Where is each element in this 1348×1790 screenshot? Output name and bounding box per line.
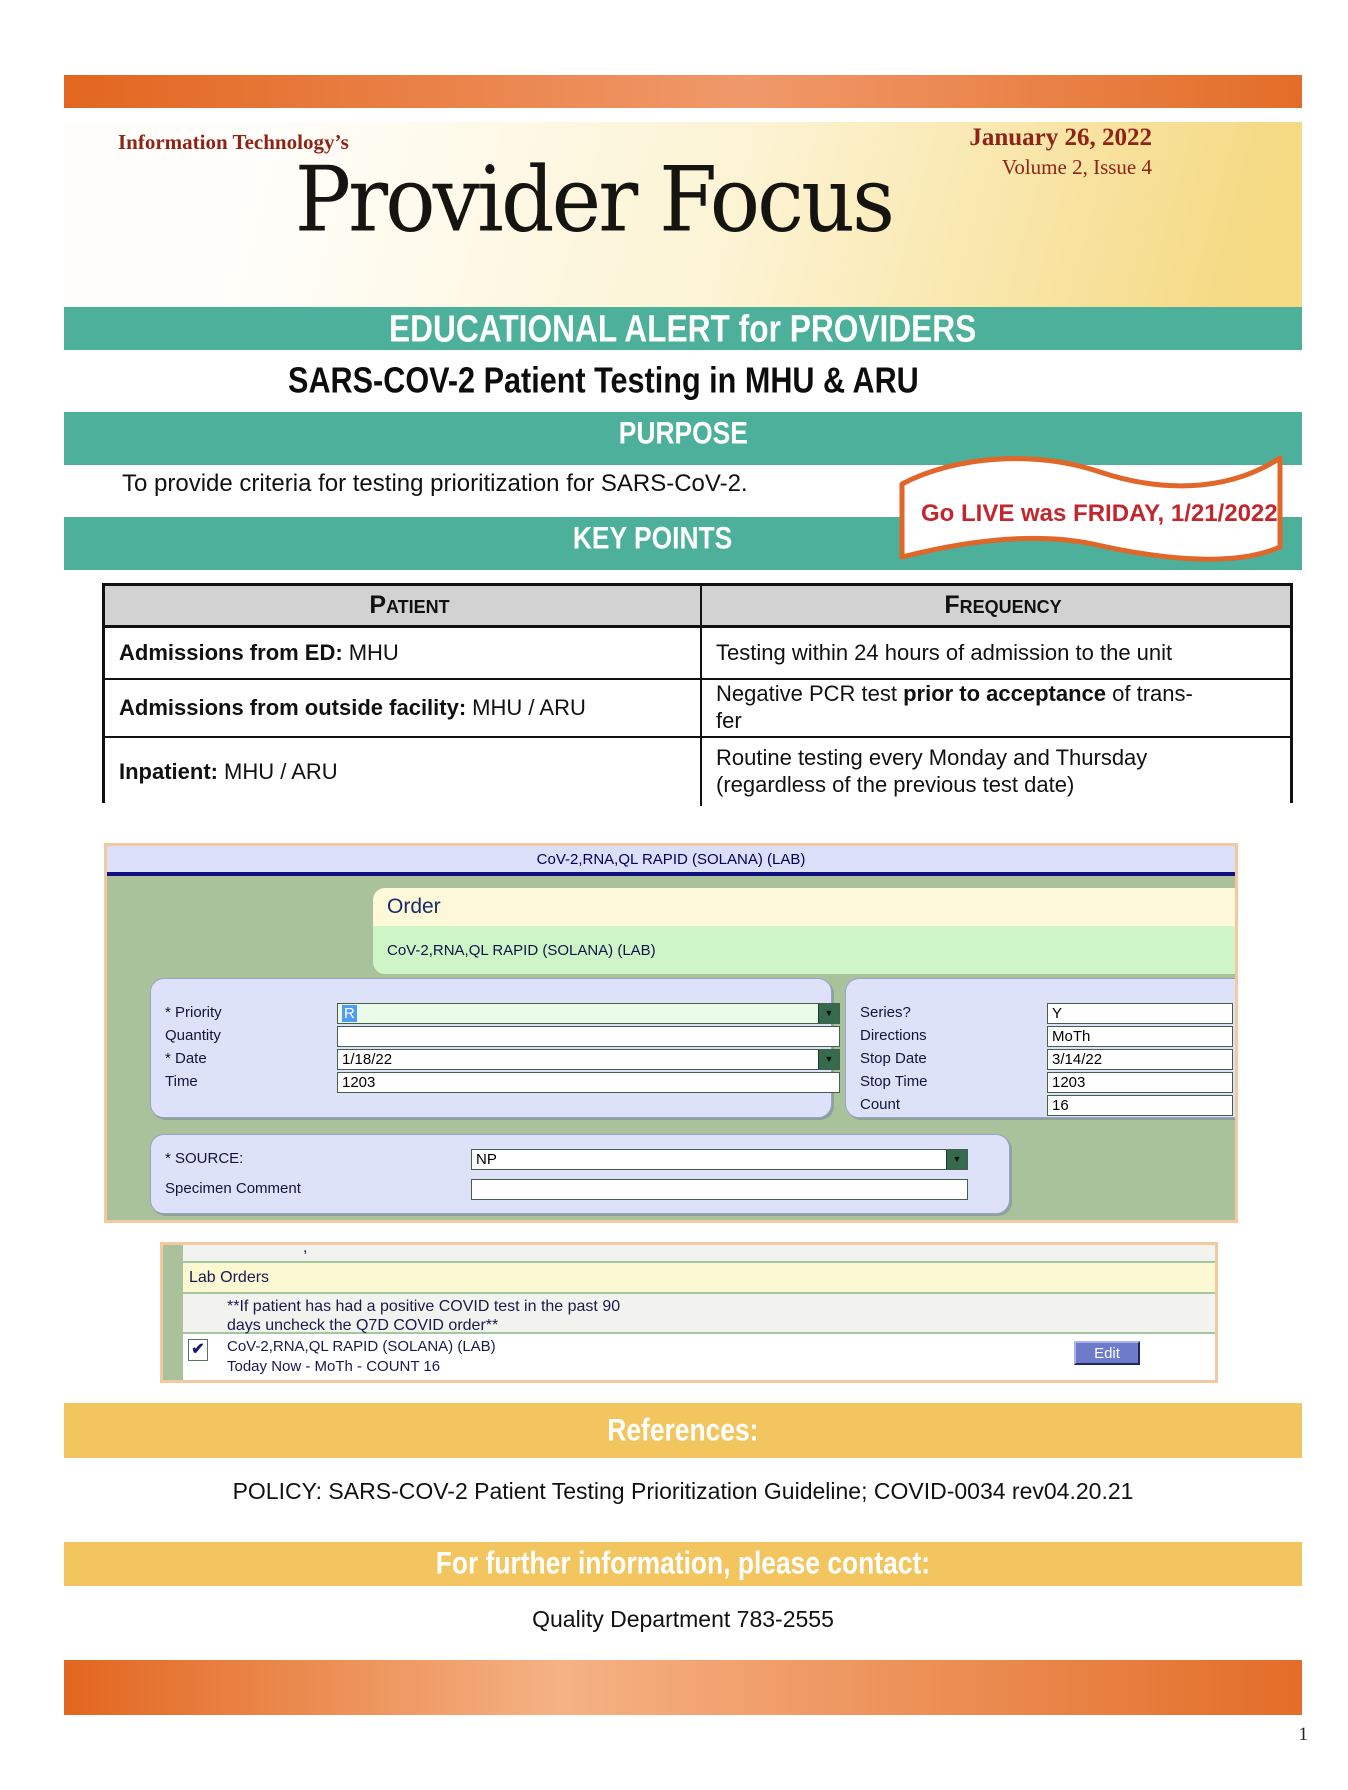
lab-orders-box	[160, 1242, 1218, 1383]
time-input[interactable]: 1203	[337, 1072, 840, 1093]
contact-banner	[64, 1542, 1302, 1586]
contact-text: Quality Department 783-2555	[532, 1606, 834, 1632]
stop-time-input[interactable]: 1203	[1047, 1072, 1233, 1093]
educational-alert-banner	[64, 307, 1302, 350]
date-label: * Date	[165, 1050, 207, 1067]
lab-orders-rows	[183, 1245, 1215, 1380]
series-label: Series?	[860, 1004, 911, 1021]
references-banner	[64, 1403, 1302, 1458]
lab-orders-side-stripe	[163, 1245, 183, 1380]
quantity-field-row	[151, 1026, 831, 1047]
count-field-row	[846, 1095, 1236, 1116]
table-row-frequency-3: Routine testing every Monday and Thursday (regardless of the previous test date)	[702, 736, 1290, 806]
stop-date-field-row	[846, 1049, 1236, 1070]
order-name-bar: CoV-2,RNA,QL RAPID (SOLANA) (LAB)	[373, 926, 1235, 974]
source-field-row	[151, 1149, 1009, 1170]
dropdown-arrow-icon[interactable]: ▼	[818, 1004, 839, 1023]
go-live-text: Go LIVE was FRIDAY, 1/21/2022	[921, 500, 1278, 527]
order-window-titlebar: CoV-2,RNA,QL RAPID (SOLANA) (LAB)	[107, 846, 1235, 876]
lab-order-item-row	[183, 1334, 1215, 1380]
key-points-table	[102, 583, 1293, 803]
dropdown-arrow-icon[interactable]: ▼	[818, 1050, 839, 1069]
order-window	[104, 843, 1238, 1223]
table-row-frequency-1: Testing within 24 hours of admission to the unit	[702, 626, 1290, 678]
newsletter-title: Provider Focus	[294, 146, 892, 253]
specimen-comment-label: Specimen Comment	[165, 1180, 301, 1197]
priority-field-row	[151, 1003, 834, 1024]
table-row-patient-2: Admissions from outside facility: MHU / ARU	[105, 678, 702, 736]
issue-date: January 26, 2022	[969, 124, 1152, 151]
source-label: * SOURCE:	[165, 1150, 244, 1167]
masthead-kicker: Information Technology’s	[118, 130, 349, 154]
masthead	[64, 122, 1302, 307]
lab-orders-heading-row	[183, 1263, 1215, 1294]
priority-select[interactable]: R ▼	[337, 1003, 840, 1024]
quantity-label: Quantity	[165, 1027, 221, 1044]
lab-orders-heading: Lab Orders	[189, 1268, 270, 1286]
issue-volume: Volume 2, Issue 4	[1001, 155, 1152, 179]
go-live-callout	[895, 444, 1287, 566]
quantity-input[interactable]	[337, 1026, 840, 1047]
purpose-text: To provide criteria for testing prioritization for SARS-CoV-2.	[122, 470, 748, 497]
educational-alert-text: EDUCATIONAL ALERT for PROVIDERS	[389, 306, 977, 350]
order-tab[interactable]: Order	[373, 888, 1235, 926]
table-header-patient: Patient	[105, 586, 702, 626]
check-icon: ✔	[191, 1341, 205, 1358]
stop-time-label: Stop Time	[860, 1073, 928, 1090]
order-details-panel	[150, 978, 832, 1118]
stop-time-field-row	[846, 1072, 1236, 1093]
lab-orders-note-row: **If patient has had a positive COVID test in the past 90 days uncheck the Q7D COVID order**	[183, 1294, 1215, 1334]
series-panel	[845, 978, 1237, 1118]
table-row-frequency-2: Negative PCR test prior to acceptance of trans- fer	[702, 678, 1290, 736]
date-field-row	[151, 1049, 834, 1070]
dropdown-arrow-icon[interactable]: ▼	[946, 1150, 967, 1169]
directions-label: Directions	[860, 1027, 927, 1044]
specimen-comment-input[interactable]	[471, 1179, 968, 1200]
priority-label: * Priority	[165, 1004, 222, 1021]
directions-field-row	[846, 1026, 1236, 1047]
table-row-patient-1: Admissions from ED: MHU	[105, 626, 702, 678]
directions-input[interactable]: MoTh	[1047, 1026, 1233, 1047]
source-panel	[150, 1134, 1010, 1214]
lab-order-description: CoV-2,RNA,QL RAPID (SOLANA) (LAB) Today Now - MoTh - COUNT 16	[227, 1338, 496, 1376]
alert-subtitle-text: SARS-COV-2 Patient Testing in MHU & ARU	[287, 360, 919, 401]
key-points-heading-text: KEY POINTS	[573, 520, 733, 556]
references-heading-text: References:	[607, 1412, 759, 1448]
stop-date-input[interactable]: 3/14/22	[1047, 1049, 1233, 1070]
contact-heading-text: For further information, please contact:	[435, 1545, 931, 1581]
policy-text: POLICY: SARS-COV-2 Patient Testing Prioritization Guideline; COVID-0034 rev04.20.21	[232, 1478, 1134, 1504]
time-field-row	[151, 1072, 831, 1093]
lab-orders-clipped-row: ,	[183, 1245, 1215, 1263]
lab-order-checkbox[interactable]	[188, 1339, 208, 1361]
count-label: Count	[860, 1096, 901, 1113]
table-row-patient-3: Inpatient: MHU / ARU	[105, 736, 702, 806]
table-header-frequency: Frequency	[702, 586, 1290, 626]
bottom-accent-bar	[64, 1660, 1302, 1715]
count-input[interactable]: 16	[1047, 1095, 1233, 1116]
series-input[interactable]: Y	[1047, 1003, 1233, 1024]
series-field-row	[846, 1003, 1236, 1024]
purpose-heading-text: PURPOSE	[618, 415, 748, 451]
specimen-comment-field-row	[151, 1179, 1009, 1200]
date-select[interactable]: 1/18/22 ▼	[337, 1049, 840, 1070]
page-number: 1	[1298, 1724, 1308, 1745]
alert-subtitle	[64, 350, 1302, 412]
edit-button[interactable]: Edit	[1074, 1341, 1140, 1365]
top-accent-bar	[64, 75, 1302, 108]
stop-date-label: Stop Date	[860, 1050, 927, 1067]
source-select[interactable]: NP ▼	[471, 1149, 968, 1170]
time-label: Time	[165, 1073, 198, 1090]
